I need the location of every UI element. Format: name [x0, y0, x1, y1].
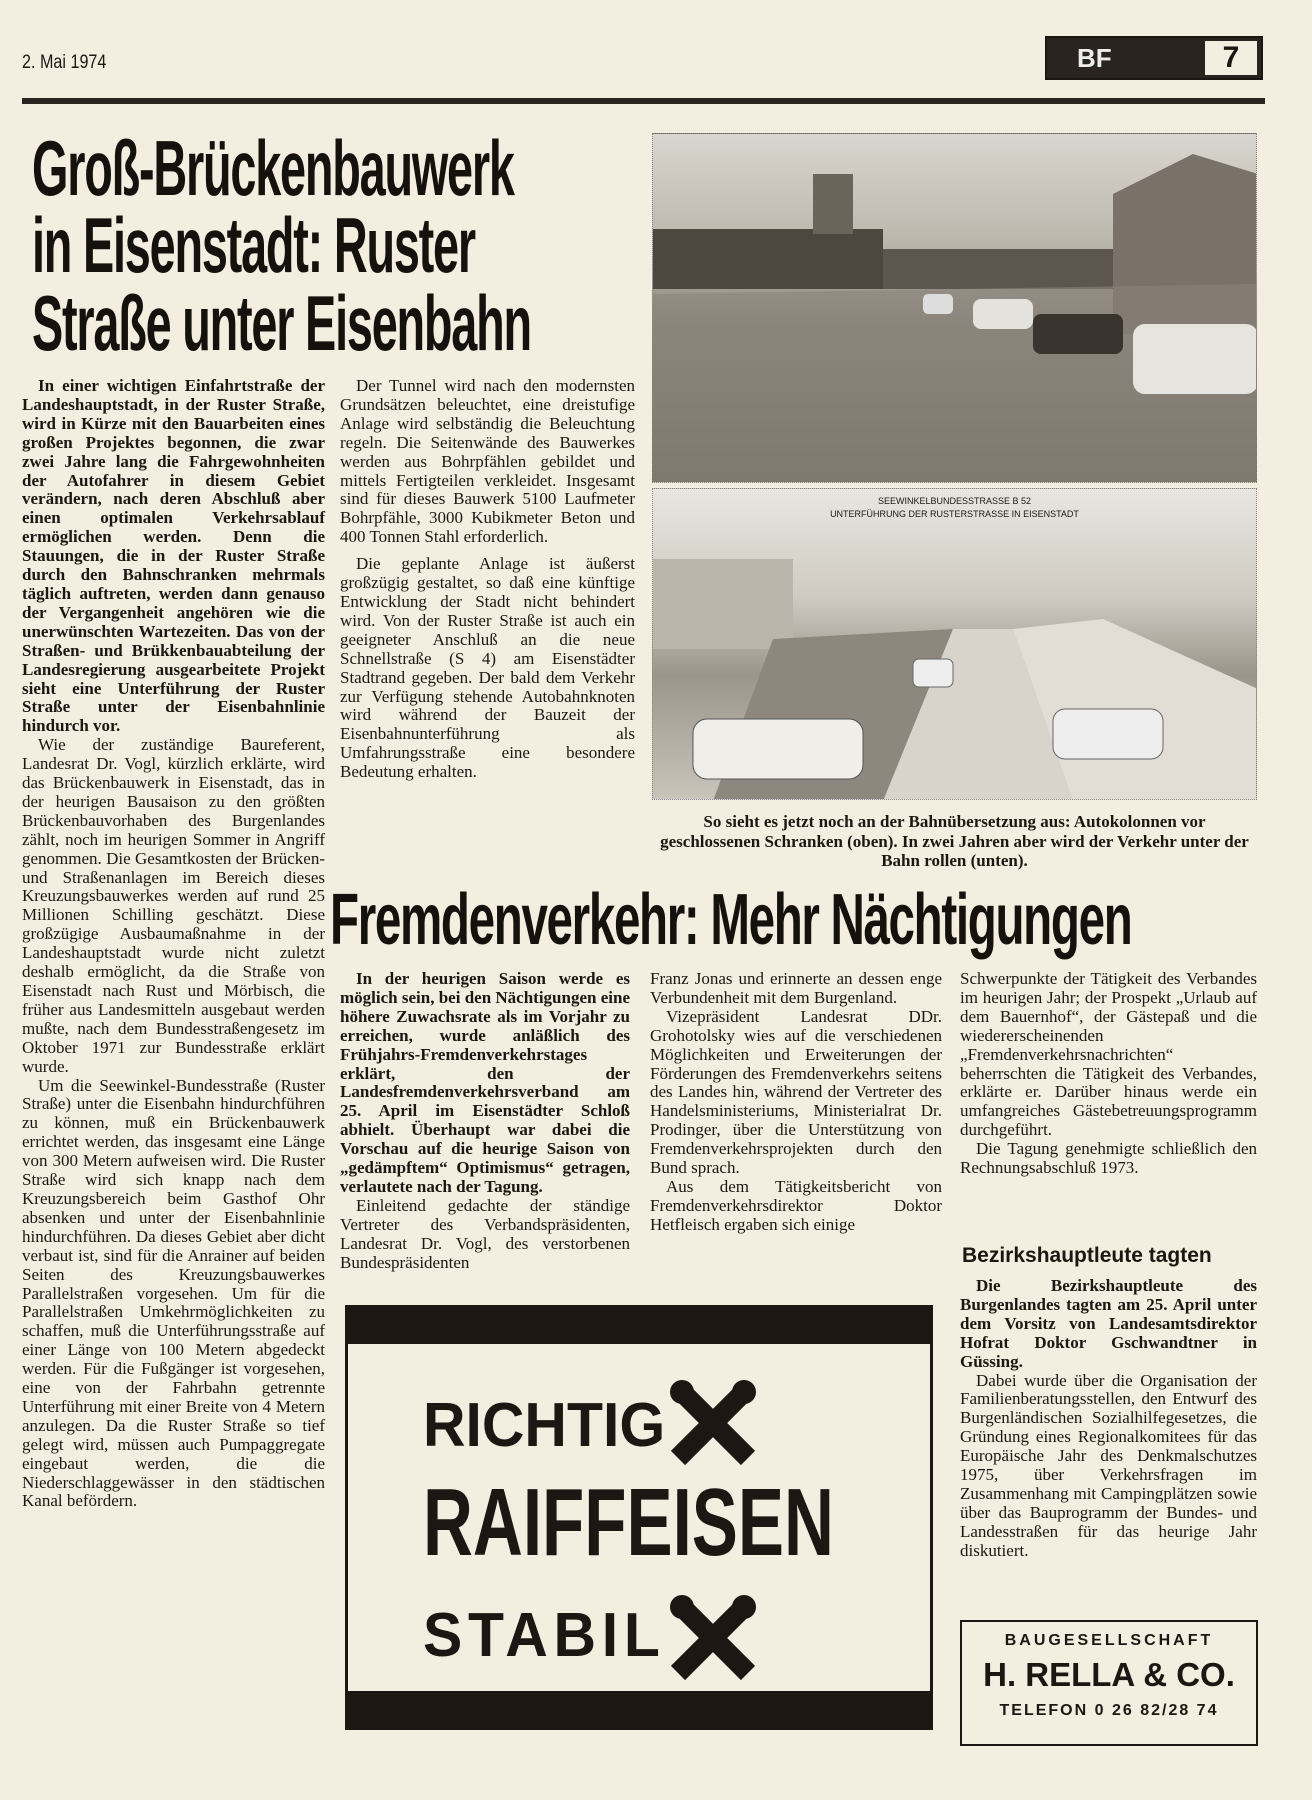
headline-line-2: in Eisenstadt: Ruster: [32, 201, 475, 289]
header-rule: [22, 98, 1265, 104]
article3-paragraph: Dabei wurde über die Organisation der Familienberatungsstellen, den Entwurf des Burgenländischen Sozialhilfegesetzes, die Gründung eines Regionalkomitees für das Europäische Jahr des Denkmalschutzes 1975, über Verkehrsfragen im Zusammenhang mit Campingplätzen sowie über das Bauprogramm der Bundes- und Landesstraßen für das heurige Jahr diskutiert.: [960, 1370, 1257, 1560]
ad-word-raiffeisen: RAIFFEISEN: [423, 1469, 834, 1576]
article2-paragraph: Einleitend gedachte der ständige Vertreter des Verbandspräsidenten, Landesrat Dr. Vogl, des verstorbenen Bundespräsidenten: [340, 1195, 630, 1272]
section-badge: [1045, 36, 1263, 80]
section-label: BF: [1077, 43, 1112, 73]
article2-paragraph: Aus dem Tätigkeitsbericht von Fremdenverkehrsdirektor Doktor Hetfleisch ergaben sich einige: [650, 1176, 942, 1234]
article2-column-3: [960, 970, 1257, 1178]
article2-paragraph: Schwerpunkte der Tätigkeit des Verbandes im heurigen Jahr; der Prospekt „Urlaub auf dem Bauernhof“, der Gästepaß und die wiedererscheinenden „Fremdenverkehrsnachrichten“ beherrschten die Tätigkeit des Verbandes, erklärte er. Darüber hinaus werde ein umfangreiches Gästebetreuungsprogramm durchgeführt.: [960, 969, 1257, 1140]
raiffeisen-advertisement: [345, 1305, 933, 1730]
ad-bottom-bar: [348, 1691, 930, 1727]
ad-word-stabil: STABIL: [423, 1601, 666, 1670]
page-number: 7: [1205, 41, 1257, 75]
article3-body: [960, 1277, 1257, 1561]
article2-lead: In der heurigen Saison werde es möglich sein, bei den Nächtigungen eine höhere Zuwachsrate als im Vorjahr zu erreichen, wurde anläßlich des Frühjahrs-Fremdenverkehrstages erklärt, den der Landesfremdenverkehrsverband am 25. April im Eisenstädter Schloß abhielt. Überhaupt war dabei die Vorschau auf die heurige Saison von „gedämpftem“ Optimismus“ getragen, verlautete nach der Tagung.: [340, 969, 630, 1196]
article1-column-2: [340, 377, 635, 782]
article1-paragraph: Die geplante Anlage ist äußerst großzügig gestaltet, so daß eine künftige Entwicklung der Stadt nicht behindert wird. Von der Ruster Straße ist auch ein geeigneter Anschluß an die neue Schnellstraße (S 4) am Eisenstädter Stadtrand gegeben. Der bald dem Verkehr zur Verfügung stehende Autobahnknoten wird während der Bauzeit der Eisenbahnunterführung als Umfahrungsstraße eine besondere Bedeutung erhalten.: [340, 554, 635, 782]
article1-lead: In einer wichtigen Einfahrtstraße der Landeshauptstadt, in der Ruster Straße, wird in Kürze mit den Bauarbeiten eines großen Projektes begonnen, die zwar zwei Jahre lang die Fahrgewohnheiten der Autofahrer in diesem Gebiet verändern, nach deren Abschluß aber einen optimalen Verkehrsablauf ermöglichen werden. Denn die Stauungen, die in der Ruster Straße durch den Bahnschranken mehrmals täglich auftreten, werden dann genauso der Vergangenheit angehören wie die unerwünschten Wartezeiten. Das von der Straßen- und Brükkenbauabteilung der Landesregierung ausgearbeitete Projekt sieht eine Unterführung der Ruster Straße unter der Eisenbahnlinie hindurch vor.: [22, 376, 325, 736]
headline-line-1: Groß-Brückenbauwerk: [32, 124, 514, 212]
article1-paragraph: Um die Seewinkel-Bundesstraße (Ruster Straße) unter die Eisenbahn hindurchführen zu können, muß ein Brückenbauwerk errichtet werden, das insgesamt eine Länge von 300 Metern aufweisen wird. Die Ruster Straße wird sich knapp nach dem Kreuzungsbereich beim Gasthof Ohr absenken und unter der Eisenbahnlinie hindurchführen. Da dieses Gebiet aber dicht verbaut ist, sind für die Anrainer auf beiden Seiten des Kreuzungsbauwerkes Parallelstraßen vorgesehen. Um für die Parallelstraßen Umkehrmöglichkeiten zu schaffen, muß die Unterführungsstraße auf einer Länge von 100 Metern abgedeckt werden. Für die Fußgänger ist vorgesehen, eine von der Fahrbahn getrennte Unterführung mit einer Breite von 4 Metern anzulegen. Da die Ruster Straße so tief gelegt wird, müssen auch Pumpaggregate eingebaut werden, die die Niederschlaggewässer in den städtischen Kanal befördern.: [22, 1075, 325, 1511]
article2-column-2: [650, 970, 942, 1235]
article1-paragraph: Der Tunnel wird nach den modernsten Grundsätzen beleuchtet, eine dreistufige Anlage wird selbständig die Beleuchtung regeln. Die Seitenwände des Bauwerkes werden aus Bohrpfählen gebildet und mittels Fertigteilen verkleidet. Insgesamt sind für dieses Bauwerk 5100 Laufmeter Bohrpfähle, 3000 Kubikmeter Beton und 400 Tonnen Stahl erforderlich.: [340, 376, 635, 547]
underpass-drawing-image: [653, 489, 1257, 800]
ad-top-bar: [348, 1308, 930, 1344]
rella-phone: TELEFON 0 26 82/28 74: [999, 1702, 1219, 1719]
photo-railway-crossing-image: [653, 134, 1257, 483]
article2-paragraph: Franz Jonas und erinnerte an dessen enge Verbundenheit mit dem Burgenland.: [650, 969, 942, 1007]
article3-lead: Die Bezirkshauptleute des Burgenlandes tagten am 25. April unter dem Vorsitz von Landesamtsdirektor Hofrat Doktor Gschwandtner in Güssing.: [960, 1276, 1257, 1371]
article2-headline: Fremdenverkehr: Mehr Nächtigungen: [330, 880, 1132, 960]
article2-column-1: [340, 970, 630, 1273]
article1-paragraph: Wie der zuständige Baureferent, Landesrat Dr. Vogl, kürzlich erklärte, wird das Brückenbauwerk in Eisenstadt, das in der heurigen Bausaison zu den größten Brückenbauvorhaben des Burgenlandes zählt, noch im heurigen Sommer in Angriff genommen. Die Gesamtkosten der Brücken- und Straßenanlagen im Bereich dieses Kreuzungsbauwerkes werden auf rund 25 Millionen Schilling geschätzt. Diese großzügige Ausbaumaßnahme in der Landeshauptstadt wurde nicht zuletzt deshalb ermöglicht, da die Straße von Eisenstadt nach Rust und Mörbisch, die früher aus Landesmitteln ausgebaut werden mußte, nach dem Bundesstraßengesetz im Oktober 1971 zur Bundesstraße erklärt wurde.: [22, 735, 325, 1076]
headline-line-3: Straße unter Eisenbahn: [32, 279, 531, 367]
photo-underpass-drawing: [652, 488, 1257, 800]
ad-word-richtig: RICHTIG: [423, 1391, 666, 1460]
article1-column-1: [22, 377, 325, 1511]
rella-company-name: H. RELLA & CO.: [983, 1656, 1235, 1693]
drawing-label-line-1: SEEWINKELBUNDESSTRASSE B 52: [877, 496, 1032, 506]
rella-advertisement: [960, 1620, 1258, 1746]
photo-railway-crossing: [652, 133, 1257, 483]
article2-paragraph: Vizepräsident Landesrat DDr. Grohotolsky wies auf die verschiedenen Möglichkeiten und Erweiterungen der Förderungen des Fremdenverkehrs seitens des Landes hin, während der Vertreter des Handelsministeriums, Ministerialrat Dr. Prodinger, über die Unterstützung von Fremdenverkehrsprojekten durch den Bund sprach.: [650, 1006, 942, 1178]
photo-caption: So sieht es jetzt noch an der Bahnübersetzung aus: Autokolonnen vor geschlossenen Schranken (oben). In zwei Jahren aber wird der Verkehr unter der Bahn rollen (unten).: [660, 812, 1249, 870]
drawing-label-line-2: UNTERFÜHRUNG DER RUSTERSTRASSE IN EISENSTADT: [830, 509, 1079, 519]
rella-company-type: BAUGESELLSCHAFT: [1004, 1632, 1214, 1649]
article3-headline: Bezirkshauptleute tagten: [962, 1244, 1212, 1267]
issue-date: 2. Mai 1974: [22, 52, 107, 73]
article2-paragraph: Die Tagung genehmigte schließlich den Rechnungsabschluß 1973.: [960, 1139, 1257, 1178]
raiffeisen-gable-cross-icon: [668, 1593, 758, 1683]
raiffeisen-gable-cross-icon: [668, 1378, 758, 1468]
